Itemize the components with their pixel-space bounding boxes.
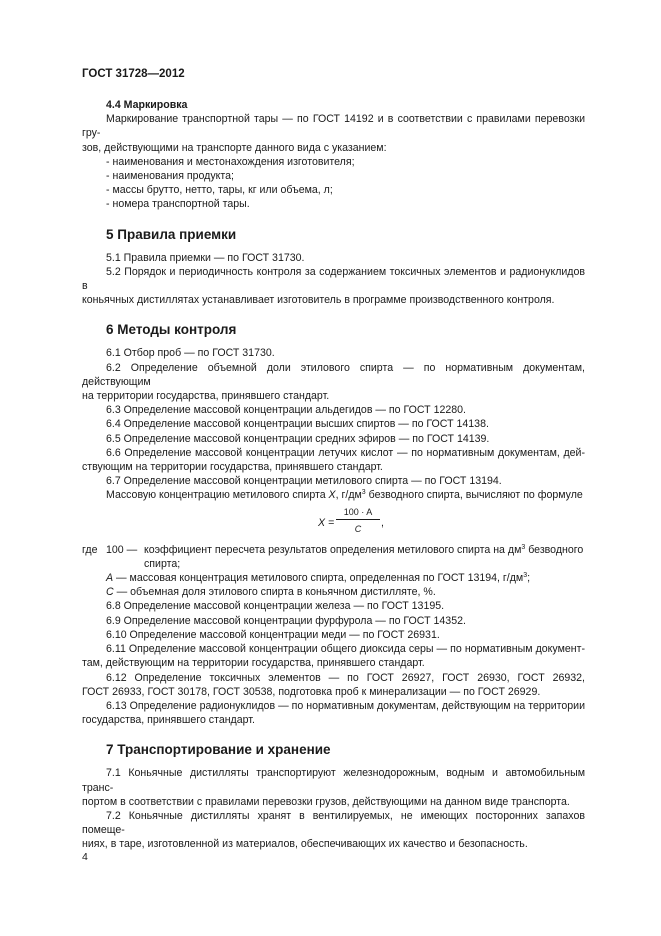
paragraph-6-11-line2: там, действующим на территории государства, принявшего стандарт.	[82, 657, 425, 670]
formula-comma: ,	[381, 516, 384, 529]
list-item: - массы брутто, нетто, тары, кг или объема, л;	[106, 184, 333, 197]
paragraph-6-3: 6.3 Определение массовой концентрации альдегидов — по ГОСТ 12280.	[106, 404, 467, 417]
where-term-1-cont: спирта;	[144, 557, 181, 570]
paragraph-6-4: 6.4 Определение массовой концентрации высших спиртов — по ГОСТ 14138.	[106, 418, 489, 431]
formula-fraction	[336, 506, 380, 535]
paragraph-7-1-line2: портом в соответствии с правилами перевозки грузов, действующими на данном виде транспорта.	[82, 795, 570, 808]
where-term-1: где 100 — коэффициент пересчета результатов определения метилового спирта на $дм^3$ безводного	[82, 543, 584, 556]
formula-denominator: C	[354, 523, 362, 534]
section-heading-5: 5 Правила приемки	[106, 226, 237, 242]
paragraph-6-13-line1: 6.13 Определение радионуклидов — по нормативным документам, действующим на территории	[106, 699, 585, 712]
paragraph-6-2-line1: 6.2 Определение объемной доли этилового спирта — по нормативным документам, действующим	[82, 361, 585, 388]
section-heading-6: 6 Методы контроля	[106, 322, 237, 338]
list-item: - номера транспортной тары.	[106, 198, 250, 211]
formula-intro: Массовую концентрацию метилового спирта X, $г/дм^3$ безводного спирта, вычисляют по формуле	[106, 489, 583, 502]
formula-numerator: 100 · A	[336, 506, 380, 520]
section-heading-7: 7 Транспортирование и хранение	[106, 742, 331, 758]
paragraph-5-1: 5.1 Правила приемки — по ГОСТ 31730.	[106, 251, 305, 264]
paragraph-6-11-line1: 6.11 Определение массовой концентрации общего диоксида серы — по нормативным документ-	[106, 643, 585, 656]
paragraph-4-4-line1: Маркирование транспортной тары — по ГОСТ 14192 и в соответствии с правилами перевозки гру-	[82, 113, 585, 140]
paragraph-6-9: 6.9 Определение массовой концентрации фурфурола — по ГОСТ 14352.	[106, 614, 466, 627]
paragraph-6-8: 6.8 Определение массовой концентрации железа — по ГОСТ 13195.	[106, 600, 445, 613]
paragraph-6-5: 6.5 Определение массовой концентрации средних эфиров — по ГОСТ 14139.	[106, 432, 490, 445]
paragraph-7-2-line1: 7.2 Коньячные дистилляты хранят в вентилируемых, не имеющих посторонних запахов помеще-	[82, 809, 585, 837]
paragraph-4-4-line2: зов, действующими на транспорте данного вида с указанием:	[82, 141, 387, 154]
paragraph-7-2-line2: ниях, в таре, изготовленной из материалов, обеспечивающих их качество и безопасность.	[82, 838, 528, 851]
paragraph-6-10: 6.10 Определение массовой концентрации меди — по ГОСТ 26931.	[106, 628, 440, 641]
paragraph-6-13-line2: государства, принявшего стандарт.	[82, 714, 255, 727]
subsection-heading-4-4: 4.4 Маркировка	[106, 99, 188, 111]
page-number: 4	[82, 851, 88, 863]
where-term-2: A — массовая концентрация метилового спирта, определенная по ГОСТ 13194, $г/дм^3$;	[106, 572, 531, 585]
paragraph-6-12-line2: ГОСТ 26933, ГОСТ 30178, ГОСТ 30538, подготовка проб к минерализации — по ГОСТ 26929.	[82, 685, 541, 698]
paragraph-6-7: 6.7 Определение массовой концентрации метилового спирта — по ГОСТ 13194.	[106, 475, 502, 488]
paragraph-6-1: 6.1 Отбор проб — по ГОСТ 31730.	[106, 347, 275, 360]
paragraph-6-6-line2: ствующим на территории государства, принявшего стандарт.	[82, 461, 383, 474]
paragraph-5-2-line1: 5.2 Порядок и периодичность контроля за содержанием токсичных элементов и радионуклидов в	[82, 265, 585, 293]
paragraph-6-6-line1: 6.6 Определение массовой концентрации летучих кислот — по нормативным документам, дей-	[106, 446, 585, 459]
formula-lhs: X =	[318, 516, 335, 529]
paragraph-6-12-line1: 6.12 Определение токсичных элементов — по ГОСТ 26927, ГОСТ 26930, ГОСТ 26932,	[106, 671, 585, 684]
formula	[82, 503, 585, 543]
where-term-3: C — объемная доля этилового спирта в коньячном дистилляте, %.	[106, 586, 436, 599]
document-header: ГОСТ 31728—2012	[82, 68, 185, 80]
list-item: - наименования продукта;	[106, 170, 234, 183]
paragraph-5-2-line2: коньячных дистиллятах устанавливает изготовитель в программе производственного контроля.	[82, 294, 555, 307]
list-item: - наименования и местонахождения изготовителя;	[106, 155, 355, 168]
paragraph-7-1-line1: 7.1 Коньячные дистилляты транспортируют железнодорожным, водным и автомобильным транс-	[82, 767, 585, 794]
paragraph-6-2-line2: на территории государства, принявшего стандарт.	[82, 390, 330, 403]
document-body	[82, 98, 585, 852]
